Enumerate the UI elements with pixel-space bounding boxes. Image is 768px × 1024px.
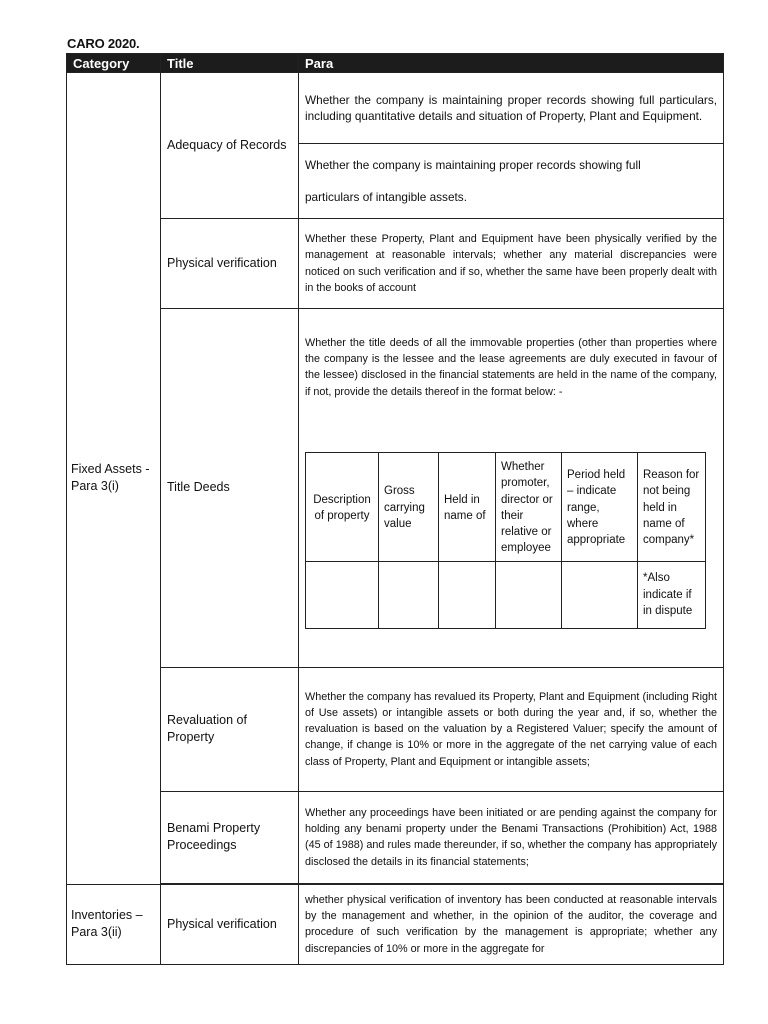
format-header-row <box>306 452 706 561</box>
caro-table <box>66 53 724 965</box>
format-cell <box>562 561 638 628</box>
title-inventory-physical-verification: Physical verification <box>161 884 299 964</box>
format-cell <box>439 561 496 628</box>
header-category: Category <box>67 54 161 73</box>
table-row <box>67 309 724 668</box>
format-col-reason: Reason for not being held in name of company* <box>638 452 706 561</box>
para-inventory-physical-verification: whether physical verification of inventory has been conducted at reasonable intervals by the management and whether, in the opinion of the auditor, the coverage and procedure of such verification by the management is appropriate; whether any discrepancies of 10% or more in the aggregate for <box>299 884 724 964</box>
table-row <box>67 219 724 309</box>
para-records-ppe: Whether the company is maintaining proper records showing full particulars, including quantitative details and situation of Property, Plant and Equipment. <box>299 73 724 144</box>
title-revaluation: Revaluation of Property <box>161 667 299 791</box>
para-records-intangible <box>299 144 724 219</box>
format-col-description: Description of property <box>306 452 379 561</box>
format-col-period-held: Period held – indicate range, where appropriate <box>562 452 638 561</box>
title-benami: Benami Property Proceedings <box>161 791 299 883</box>
format-blank-row <box>306 561 706 628</box>
format-note: *Also indicate if in dispute <box>638 561 706 628</box>
title-deeds-format-table <box>305 452 706 629</box>
document-title: CARO 2020. <box>67 36 140 51</box>
category-fixed-assets: Fixed Assets - Para 3(i) <box>67 73 161 885</box>
table-row <box>67 73 724 144</box>
table-row <box>67 884 724 964</box>
para-title-deeds-text: Whether the title deeds of all the immovable properties (other than properties where the company is the lessee and the lease agreements are duly executed in favour of the lessee) disclosed in the financial statements are held in the name of the company, if not, provide the details thereof in the format below: - <box>305 336 717 398</box>
para-revaluation: Whether the company has revalued its Property, Plant and Equipment (including Right of Use assets) or intangible assets or both during the year and, if so, whether the revaluation is based on the valuation by a Registered Valuer; specify the amount of change, if change is 10% or more in the aggregate of the net carrying value of each class of Property, Plant and Equipment or intangible assets; <box>299 667 724 791</box>
header-title: Title <box>161 54 299 73</box>
format-cell <box>496 561 562 628</box>
table-row <box>67 791 724 883</box>
title-adequacy-of-records: Adequacy of Records <box>161 73 299 219</box>
para-records-intangible-line2: particulars of intangible assets. <box>305 190 467 204</box>
para-title-deeds <box>299 309 724 668</box>
para-records-intangible-line1: Whether the company is maintaining proper records showing full <box>305 157 641 172</box>
header-row <box>67 54 724 73</box>
format-col-promoter: Whether promoter, director or their relative or employee <box>496 452 562 561</box>
format-col-gross-carrying-value: Gross carrying value <box>379 452 439 561</box>
format-col-held-in-name: Held in name of <box>439 452 496 561</box>
category-inventories: Inventories – Para 3(ii) <box>67 884 161 964</box>
table-row <box>67 667 724 791</box>
format-cell <box>379 561 439 628</box>
header-para: Para <box>299 54 724 73</box>
title-physical-verification: Physical verification <box>161 219 299 309</box>
para-physical-verification: Whether these Property, Plant and Equipment have been physically verified by the management at reasonable intervals; whether any material discrepancies were noticed on such verification and if so, whether the same have been properly dealt with in the books of account <box>299 219 724 309</box>
para-benami: Whether any proceedings have been initiated or are pending against the company for holding any benami property under the Benami Transactions (Prohibition) Act, 1988 (45 of 1988) and rules made thereunder, if so, whether the company has appropriately disclosed the details in its financial statements; <box>299 791 724 883</box>
title-title-deeds: Title Deeds <box>161 309 299 668</box>
format-cell <box>306 561 379 628</box>
